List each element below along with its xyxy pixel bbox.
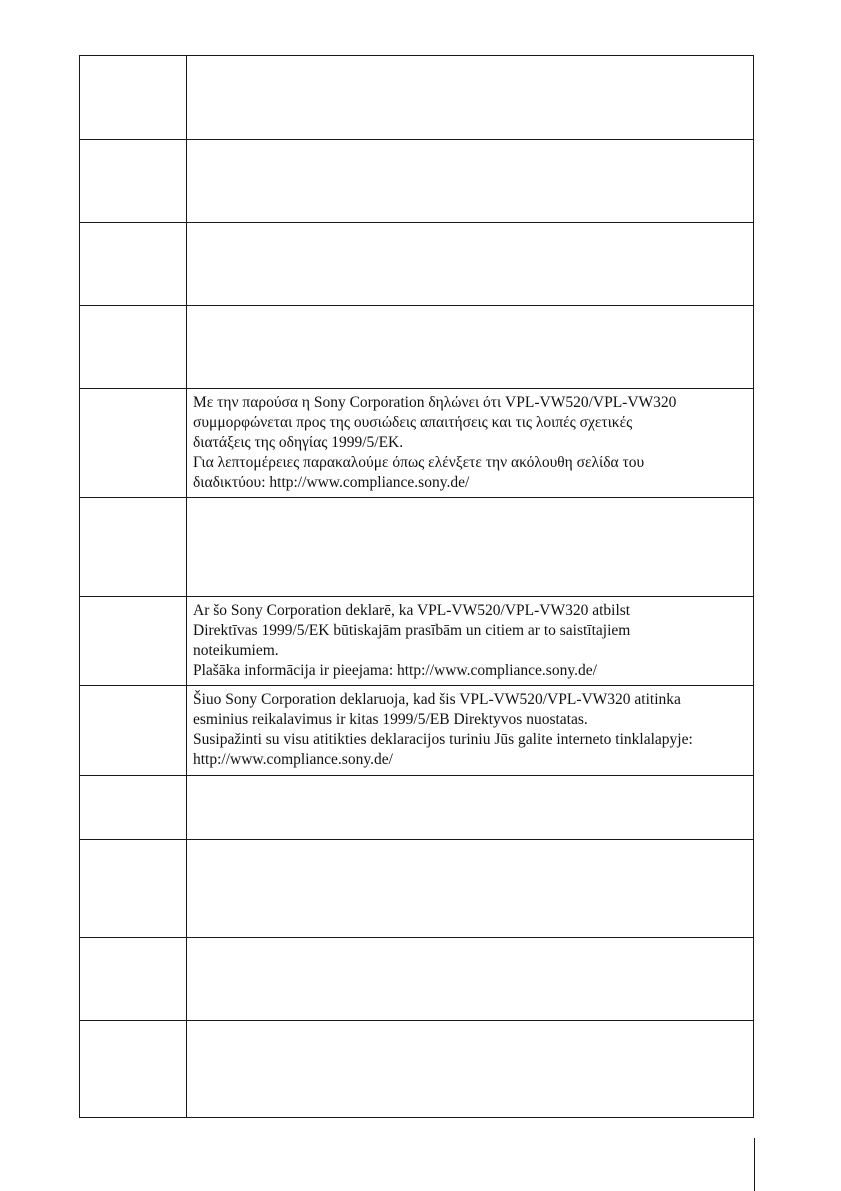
table-row [80, 1021, 754, 1118]
language-cell [80, 306, 187, 389]
declaration-text-cell [187, 389, 754, 498]
declaration-text-cell [187, 223, 754, 306]
language-cell [80, 840, 187, 938]
declaration-text-cell [187, 776, 754, 840]
declaration-text-cell [187, 686, 754, 776]
declaration-text-cell [187, 938, 754, 1021]
declaration-text-cell [187, 1021, 754, 1118]
table-row [80, 840, 754, 938]
table-row [80, 306, 754, 389]
declaration-text: Šiuo Sony Corporation deklaruoja, kad šis VPL-VW520/VPL-VW320 atitinka esminius reikalavimus ir kitas 1999/5/EB Direktyvos nuostatas. Susipažinti su visu atitikties deklaracijos turiniu Jūs galite interneto tinklalapyje: http://www.compliance.sony.de/ [193, 691, 693, 768]
language-cell [80, 938, 187, 1021]
table-row [80, 938, 754, 1021]
table-row [80, 498, 754, 597]
language-cell [80, 498, 187, 597]
declaration-text: Ar šo Sony Corporation deklarē, ka VPL-VW520/VPL-VW320 atbilst Direktīvas 1999/5/EK būtiskajām prasībām un citiem ar to saistītajiem noteikumiem. Plašāka informācija ir pieejama: http://www.compliance.sony.de/ [193, 602, 631, 679]
declaration-table [79, 55, 754, 1118]
page-edge-rule [754, 1138, 755, 1191]
table-row [80, 686, 754, 776]
language-cell [80, 1021, 187, 1118]
table-row [80, 56, 754, 140]
declaration-text-cell [187, 840, 754, 938]
language-cell [80, 56, 187, 140]
language-cell [80, 389, 187, 498]
table-row [80, 389, 754, 498]
declaration-text-cell [187, 306, 754, 389]
language-cell [80, 686, 187, 776]
language-cell [80, 140, 187, 223]
table-row [80, 223, 754, 306]
table-row [80, 776, 754, 840]
language-cell [80, 597, 187, 686]
language-cell [80, 776, 187, 840]
declaration-text-cell [187, 140, 754, 223]
declaration-text: Με την παρούσα η Sony Corporation δηλώνει ότι VPL-VW520/VPL-VW320 συμμορφώνεται προς της ουσιώδεις απαιτήσεις και τις λοιπές σχετικές διατάξεις της οδηγίας 1999/5/ΕΚ. Για λεπτομέρειες παρακαλούμε όπως ελένξετε την ακόλουθη σελίδα του διαδικτύου: http://www.compliance.sony.de/ [193, 394, 677, 491]
table-row [80, 597, 754, 686]
language-cell [80, 223, 187, 306]
declaration-text-cell [187, 597, 754, 686]
table-row [80, 140, 754, 223]
declaration-text-cell [187, 56, 754, 140]
declaration-text-cell [187, 498, 754, 597]
